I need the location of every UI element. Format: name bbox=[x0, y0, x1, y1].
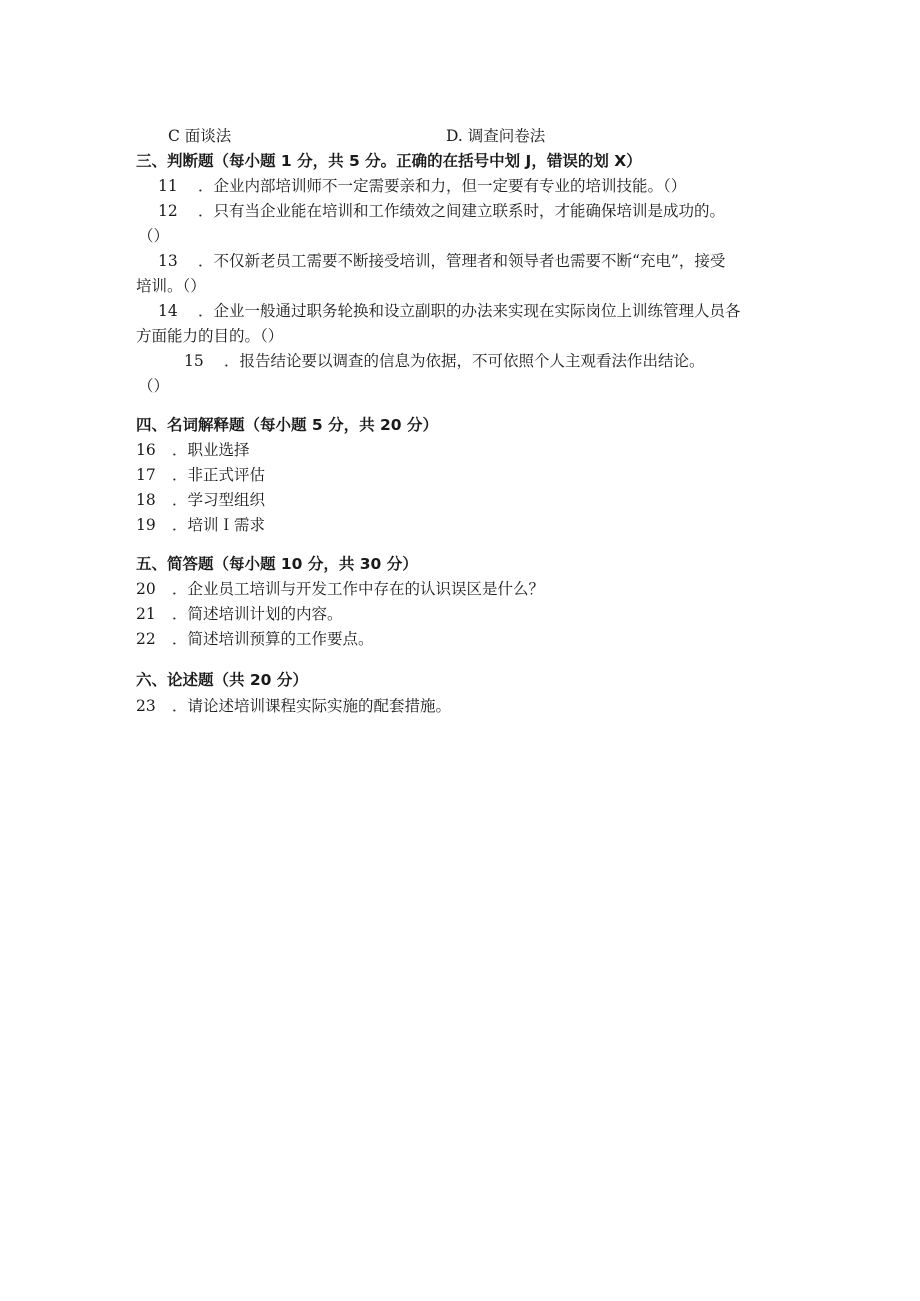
question-number: 22 bbox=[136, 630, 156, 648]
question-15-answer-bracket: （） bbox=[138, 377, 170, 395]
section-4-heading: 四、名词解释题（每小题 5 分，共 20 分） bbox=[136, 416, 438, 434]
question-number: 20 bbox=[136, 580, 156, 598]
question-number: 17 bbox=[136, 466, 156, 484]
question-number: 13 bbox=[158, 252, 178, 270]
question-text: ．企业内部培训师不一定需要亲和力，但一定要有专业的培训技能。（） bbox=[198, 177, 687, 195]
question-number: 16 bbox=[136, 441, 156, 459]
question-number: 21 bbox=[136, 605, 156, 623]
question-number: 23 bbox=[136, 697, 156, 715]
question-15 bbox=[184, 351, 705, 371]
question-number: 19 bbox=[136, 516, 156, 534]
question-13 bbox=[158, 251, 725, 271]
question-11 bbox=[158, 176, 686, 196]
question-12 bbox=[158, 201, 725, 221]
question-number: 12 bbox=[158, 202, 178, 220]
question-17 bbox=[136, 465, 265, 485]
question-18 bbox=[136, 490, 265, 510]
question-text: ．培训Ｉ需求 bbox=[172, 516, 266, 534]
question-text: ．企业员工培训与开发工作中存在的认识误区是什么？ bbox=[172, 580, 545, 598]
question-number: 15 bbox=[184, 352, 204, 370]
question-text: ．只有当企业能在培训和工作绩效之间建立联系时，才能确保培训是成功的。 bbox=[198, 202, 726, 220]
question-14-continuation: 方面能力的目的。（） bbox=[136, 327, 284, 345]
question-text: ．请论述培训课程实际实施的配套措施。 bbox=[172, 697, 452, 715]
question-text: ．职业选择 bbox=[172, 441, 250, 459]
question-21 bbox=[136, 604, 343, 624]
section-3-heading: 三、判断题（每小题 1 分，共 5 分。正确的在括号中划 J，错误的划 X） bbox=[136, 152, 642, 170]
question-23 bbox=[136, 696, 451, 716]
question-number: 11 bbox=[158, 177, 178, 195]
question-text: ．企业一般通过职务轮换和设立副职的办法来实现在实际岗位上训练管理人员各 bbox=[198, 302, 741, 320]
option-d: D. 调查问卷法 bbox=[446, 127, 546, 145]
question-13-continuation: 培训。（） bbox=[136, 277, 206, 295]
question-12-answer-bracket: （） bbox=[138, 227, 170, 245]
question-text: ．非正式评估 bbox=[172, 466, 266, 484]
question-20 bbox=[136, 579, 544, 599]
question-text: ．简述培训预算的工作要点。 bbox=[172, 630, 374, 648]
question-number: 18 bbox=[136, 491, 156, 509]
option-c: C 面谈法 bbox=[168, 127, 232, 145]
question-16 bbox=[136, 440, 250, 460]
question-text: ．不仅新老员工需要不断接受培训，管理者和领导者也需要不断“充电”，接受 bbox=[198, 252, 726, 270]
question-text: ．简述培训计划的内容。 bbox=[172, 605, 343, 623]
question-text: ．报告结论要以调查的信息为依据，不可依照个人主观看法作出结论。 bbox=[224, 352, 705, 370]
question-22 bbox=[136, 629, 374, 649]
question-19 bbox=[136, 515, 265, 535]
question-number: 14 bbox=[158, 302, 178, 320]
section-5-heading: 五、简答题（每小题 10 分，共 30 分） bbox=[136, 555, 418, 573]
section-6-heading: 六、论述题（共 20 分） bbox=[136, 671, 308, 689]
question-14 bbox=[158, 301, 741, 321]
question-text: ．学习型组织 bbox=[172, 491, 266, 509]
